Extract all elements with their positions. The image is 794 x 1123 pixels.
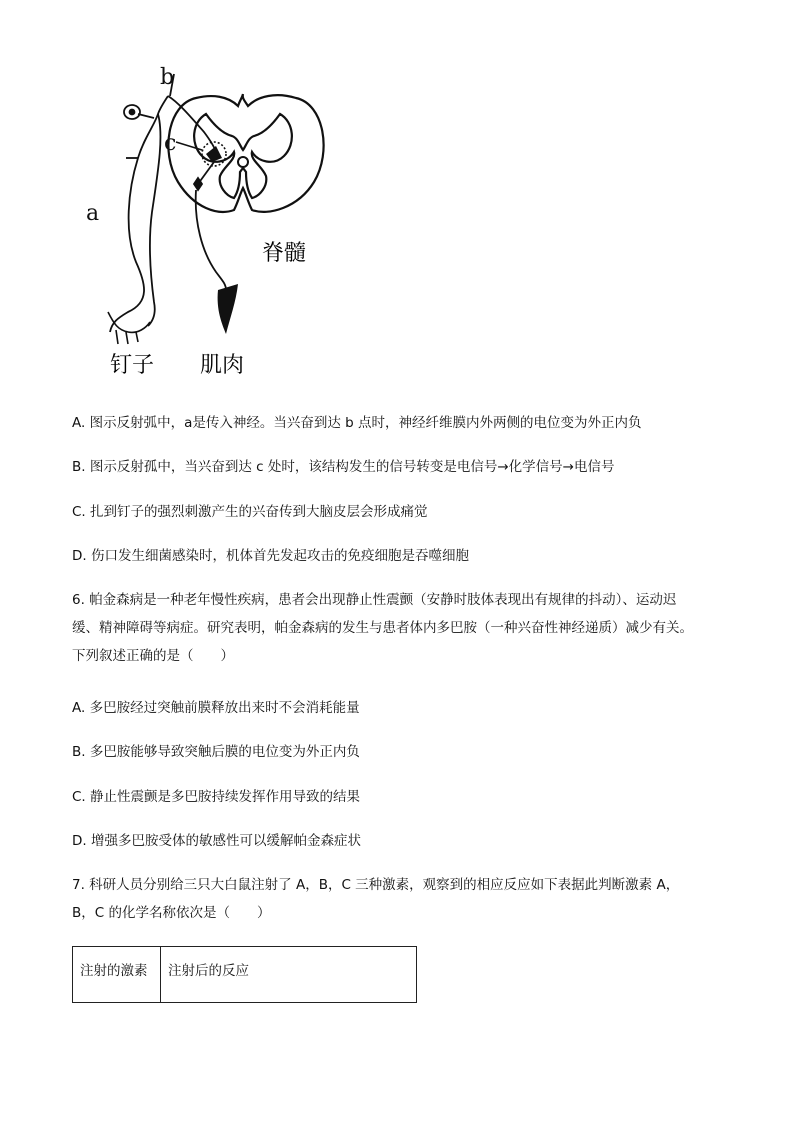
q6-option-b: B. 多巴胺能够导致突触后膜的电位变为外正内负 bbox=[72, 744, 360, 760]
reflex-arc-figure bbox=[86, 62, 366, 384]
label-c: c bbox=[164, 131, 177, 156]
q5-option-b: B. 图示反射孤中，当兴奋到达 c 处时，该结构发生的信号转变是电信号→化学信号→电信号 bbox=[72, 459, 615, 475]
spinal-cord-cross-section bbox=[168, 94, 323, 212]
label-nail: 钉子 bbox=[110, 353, 155, 378]
q7-stem-line: B，C 的化学名称依次是（ ） bbox=[72, 905, 271, 921]
label-spinal-cord: 脊髓 bbox=[262, 241, 307, 266]
q5-option-a: A. 图示反射弧中，a是传入神经。当兴奋到达 b 点时，神经纤维膜内外两侧的电位变为外正内负 bbox=[72, 415, 642, 431]
reflex-arc-diagram bbox=[86, 62, 366, 384]
label-muscle: 肌肉 bbox=[200, 353, 245, 378]
table-header-cell bbox=[161, 947, 417, 1003]
header-response: 注射后的反应 bbox=[168, 962, 249, 979]
q6-stem bbox=[72, 586, 732, 670]
table-header-row bbox=[73, 947, 417, 1003]
q5-option-c: C. 扎到钉子的强烈刺激产生的兴奋传到大脑皮层会形成痛觉 bbox=[72, 504, 428, 520]
q6-option-d: D. 增强多巴胺受体的敏感性可以缓解帕金森症状 bbox=[72, 833, 361, 849]
efferent-nerve bbox=[194, 162, 226, 290]
afferent-nerve-a bbox=[110, 74, 216, 332]
table-header-cell bbox=[73, 947, 161, 1003]
q6-option-a: A. 多巴胺经过突触前膜释放出来时不会消耗能量 bbox=[72, 700, 360, 716]
label-b: b bbox=[160, 65, 175, 90]
q5-option-d: D. 伤口发生细菌感染时，机体首先发起攻击的免疫细胞是吞噬细胞 bbox=[72, 548, 469, 564]
q6-option-c: C. 静止性震颤是多巴胺持续发挥作用导致的结果 bbox=[72, 789, 361, 805]
q6-stem-line: 6. 帕金森病是一种老年慢性疾病，患者会出现静止性震颤（安静时肢体表现出有规律的抖动）、运动迟 bbox=[72, 592, 677, 608]
q7-stem bbox=[72, 871, 732, 927]
q6-stem-line: 缓、精神障碍等病症。研究表明，帕金森病的发生与患者体内多巴胺（一种兴奋性神经递质）减少有关。 bbox=[72, 620, 693, 636]
q6-stem-line: 下列叙述正确的是（ ） bbox=[72, 648, 234, 664]
label-a: a bbox=[86, 201, 100, 226]
hormone-response-table bbox=[72, 946, 417, 1003]
nail-stimulus bbox=[108, 312, 150, 344]
header-hormone: 注射的激素 bbox=[80, 962, 148, 979]
q7-stem-line: 7. 科研人员分别给三只大白鼠注射了 A，B，C 三种激素，观察到的相应反应如下表据此判断激素 A， bbox=[72, 877, 680, 893]
muscle-effector bbox=[218, 284, 238, 334]
